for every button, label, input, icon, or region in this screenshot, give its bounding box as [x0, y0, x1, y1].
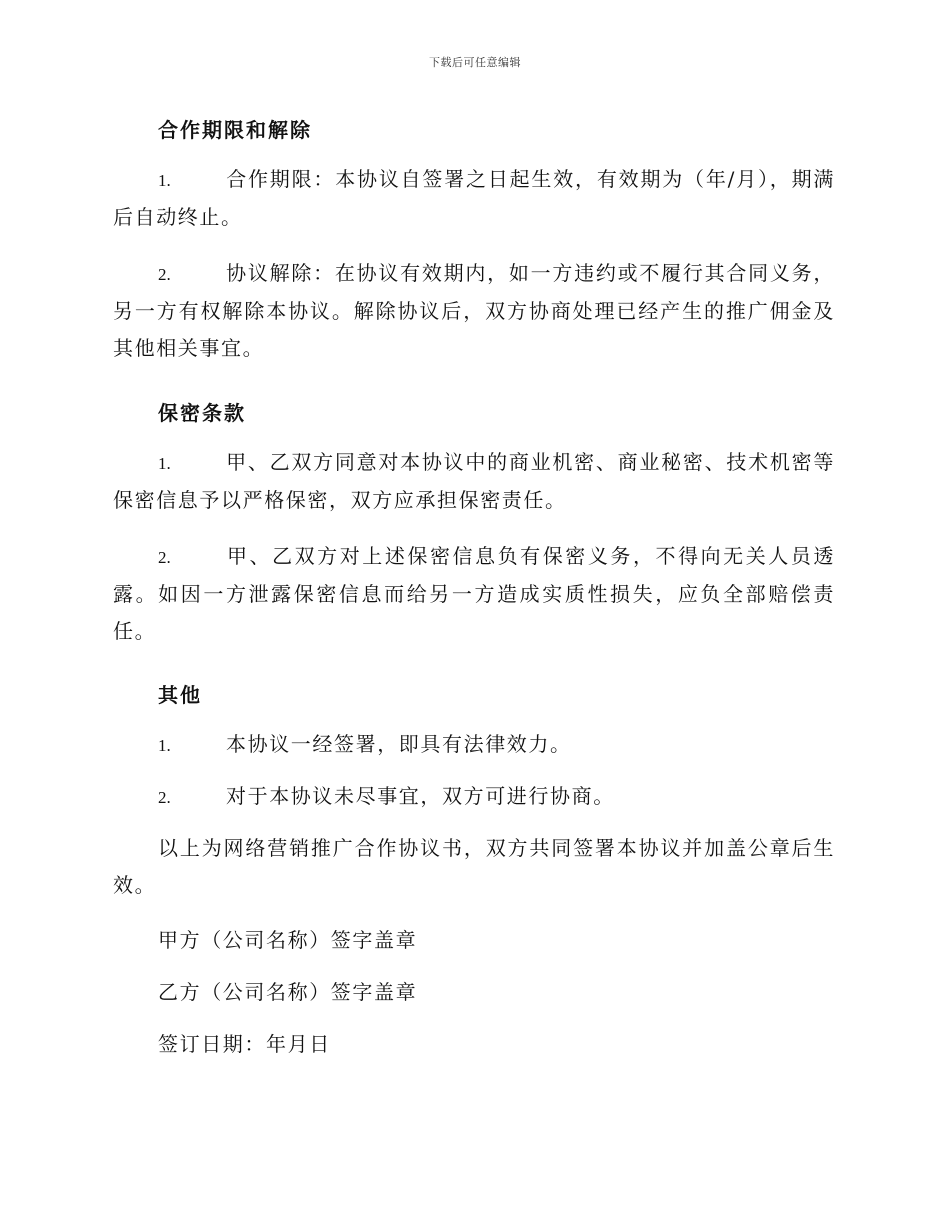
item-number: 2.: [158, 788, 171, 807]
confidentiality-item-1: [113, 444, 835, 519]
item-number: 1.: [158, 454, 171, 473]
party-b-signature: 乙方（公司名称）签字盖章: [158, 980, 418, 1004]
term-item-1: [113, 161, 835, 236]
section-heading-term: 合作期限和解除: [158, 118, 312, 142]
item-text: 协议解除：在协议有效期内，如一方违约或不履行其合同义务，另一方有权解除本协议。解除协议后，双方协商处理已经产生的推广佣金及其他相关事宜。: [113, 261, 835, 360]
item-text: 合作期限：本协议自签署之日起生效，有效期为（年/月），期满后自动终止。: [113, 167, 835, 229]
item-text: 甲、乙双方对上述保密信息负有保密义务，不得向无关人员透露。如因一方泄露保密信息而给另一方造成实质性损失，应负全部赔偿责任。: [113, 544, 835, 643]
closing-statement: 以上为网络营销推广合作协议书，双方共同签署本协议并加盖公章后生效。: [113, 836, 835, 897]
item-number: 2.: [158, 265, 171, 284]
party-a-signature: 甲方（公司名称）签字盖章: [158, 928, 418, 952]
confidentiality-item-2: [113, 538, 835, 650]
page-header: 下载后可任意编辑: [429, 56, 521, 69]
item-number: 2.: [158, 548, 171, 567]
term-item-2: [113, 255, 835, 367]
other-item-2: [113, 778, 835, 816]
item-text: 对于本协议未尽事宜，双方可进行协商。: [226, 784, 615, 808]
other-item-1: [113, 726, 835, 764]
section-heading-confidentiality: 保密条款: [158, 401, 246, 425]
sign-date: 签订日期：年月日: [158, 1032, 331, 1056]
item-number: 1.: [158, 171, 171, 190]
item-number: 1.: [158, 736, 171, 755]
section-heading-other: 其他: [158, 683, 202, 707]
item-text: 甲、乙双方同意对本协议中的商业机密、商业秘密、技术机密等保密信息予以严格保密，双方应承担保密责任。: [113, 450, 835, 512]
item-text: 本协议一经签署，即具有法律效力。: [226, 732, 572, 756]
